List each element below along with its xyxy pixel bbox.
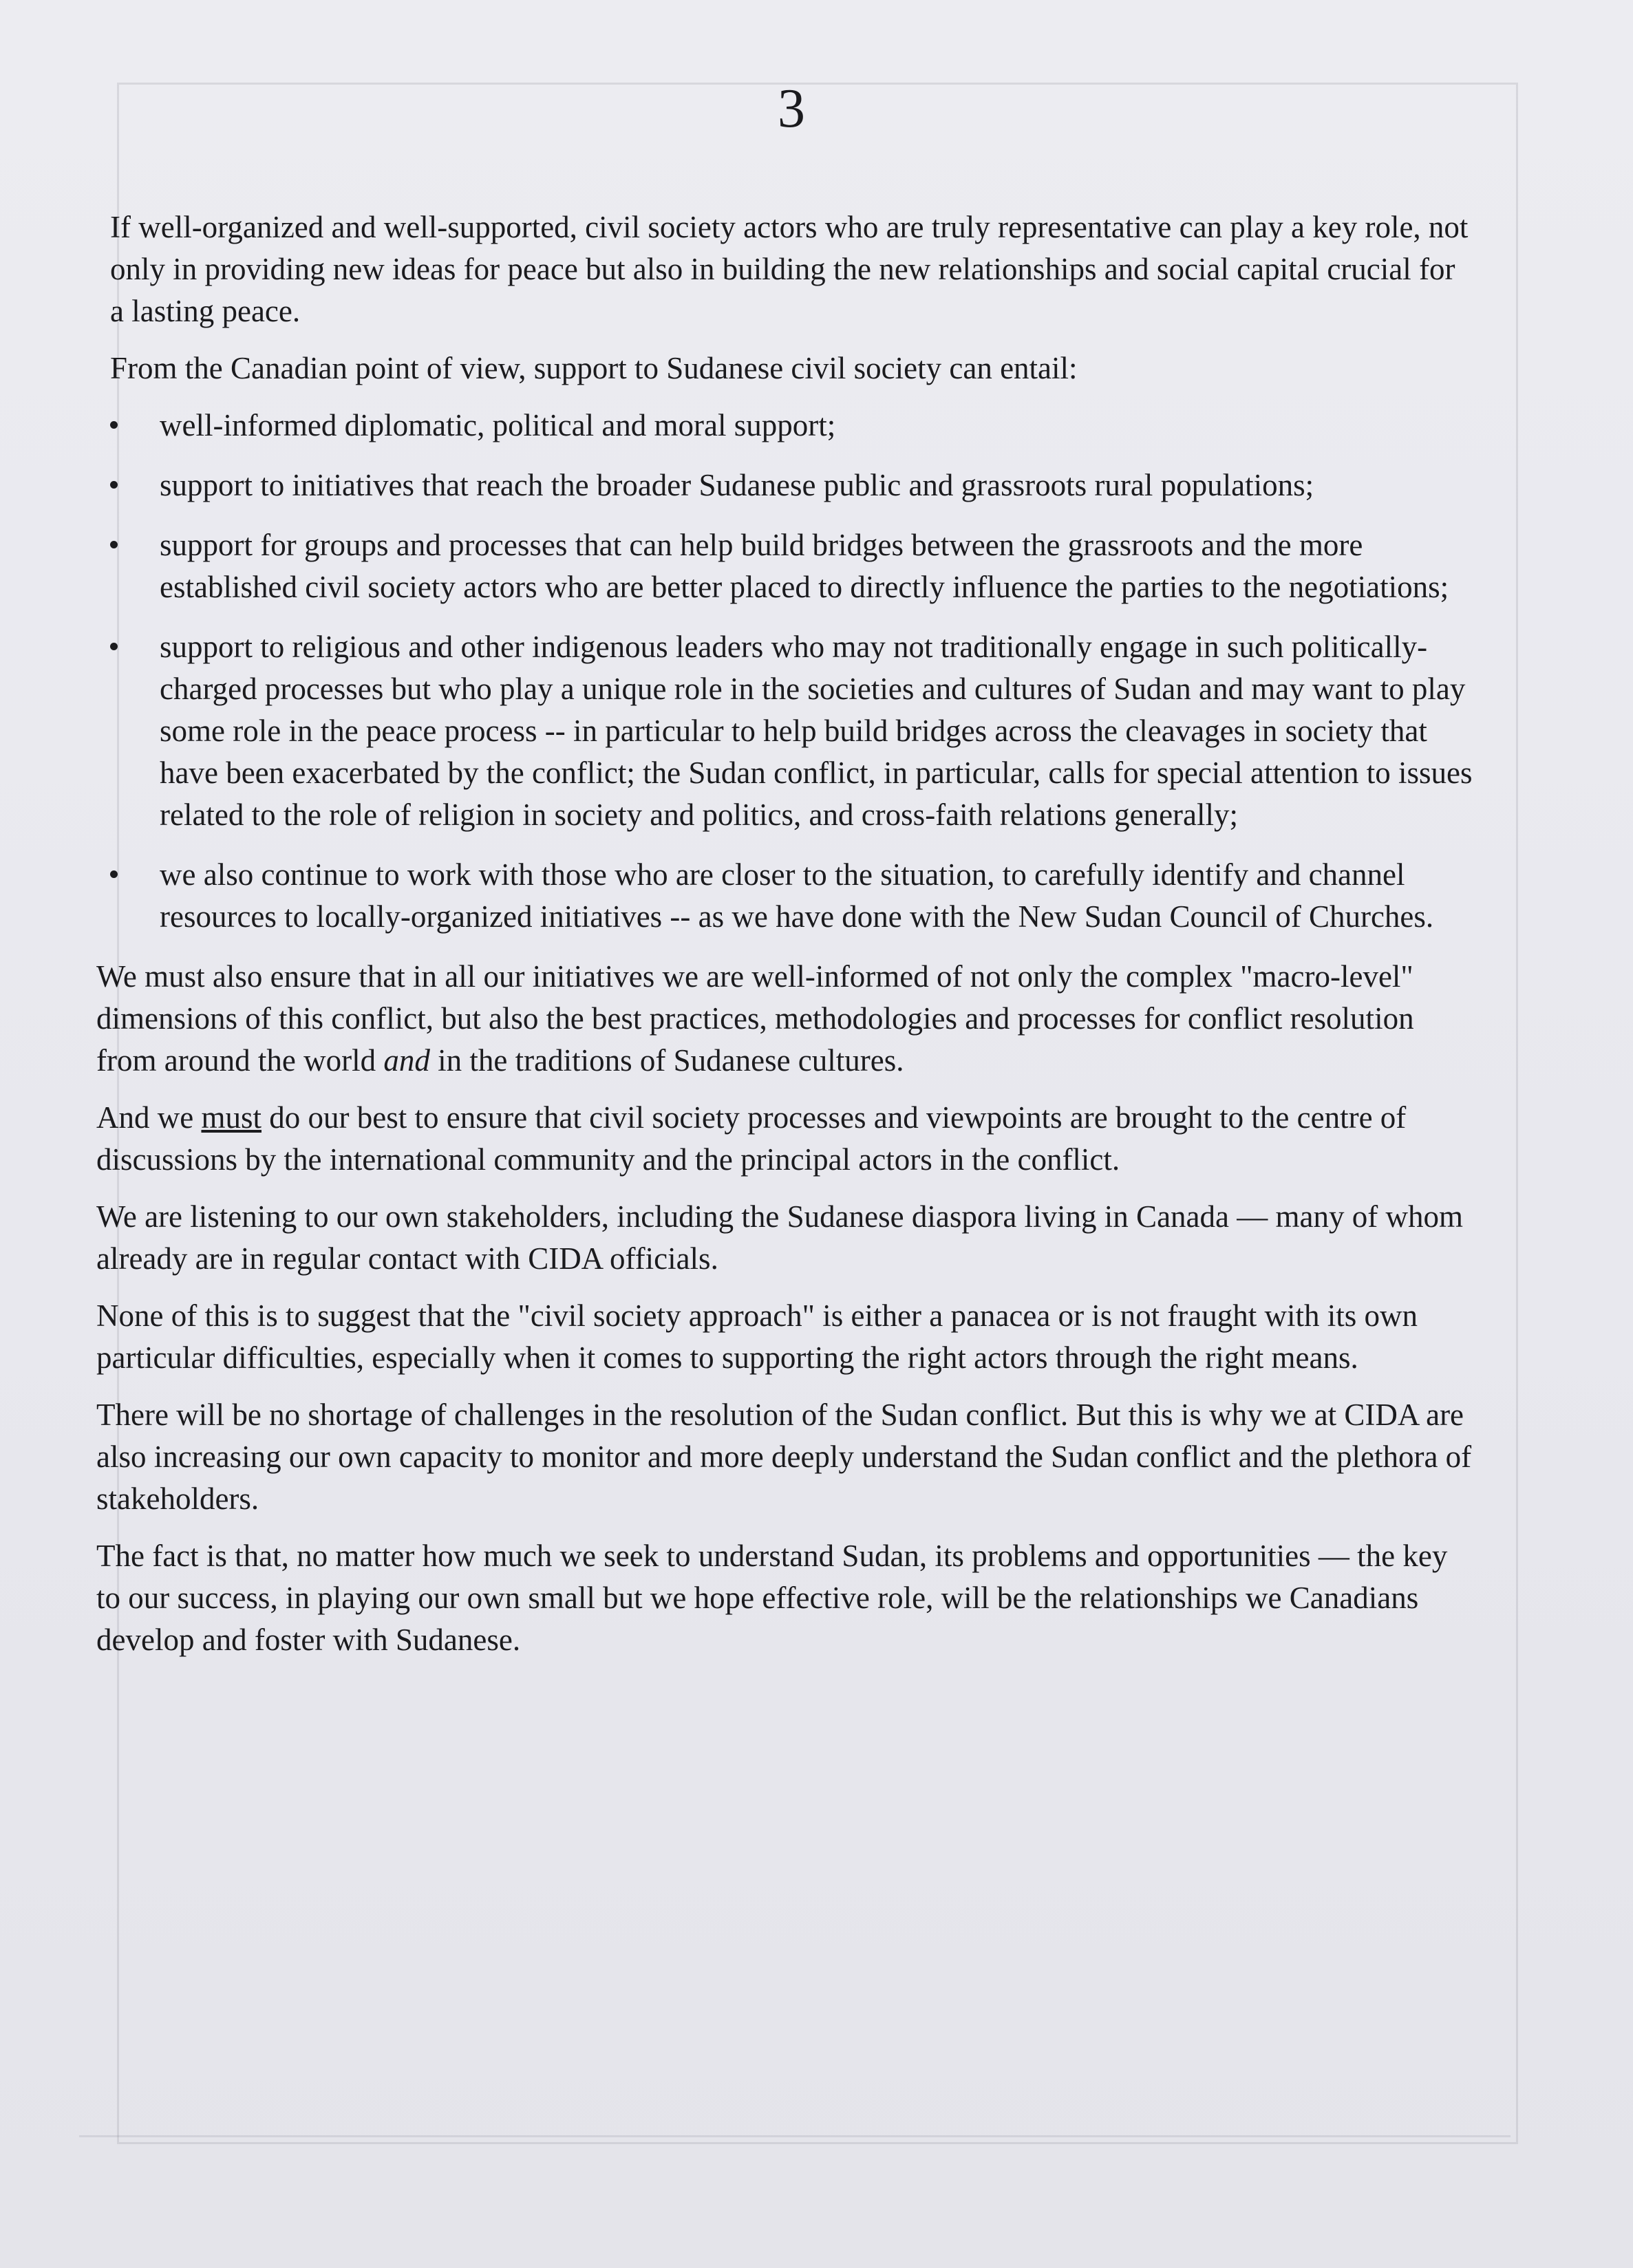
list-item	[110, 524, 1473, 608]
list-item-text: well-informed diplomatic, political and moral support;	[160, 408, 836, 442]
list-item	[110, 854, 1473, 938]
paragraph-must-do-best	[96, 1097, 1473, 1181]
text-run: in the traditions of Sudanese cultures.	[429, 1043, 904, 1078]
page-number: 3	[778, 78, 805, 139]
underlined-text: must	[201, 1100, 262, 1135]
bullet-icon	[110, 481, 118, 489]
bullet-icon	[110, 870, 118, 878]
paragraph-canadian-view: From the Canadian point of view, support to Sudanese civil society can entail:	[110, 351, 1078, 385]
paragraph-well-informed	[96, 956, 1473, 1082]
list-item-text: support for groups and processes that can help build bridges between the grassroots and the more established civil society actors who are better placed to directly influence the parties to the negotiations;	[160, 528, 1449, 604]
support-list	[89, 405, 1473, 938]
bleed-through-line	[79, 2061, 1511, 2137]
list-item-text: support to religious and other indigenous leaders who may not traditionally engage in such politically-charged processes but who play a unique role in the societies and cultures of Sudan and may want to play some role in the peace process -- in particular to help build bridges across the cleavages in society that have been exacerbated by the conflict; the Sudan conflict, in particular, calls for special attention to issues related to the role of religion in society and politics, and cross-faith relations generally;	[160, 630, 1473, 832]
bullet-icon	[110, 541, 118, 548]
paragraph-challenges: There will be no shortage of challenges in the resolution of the Sudan conflict. But this is why we at CIDA are also increasing our own capacity to monitor and more deeply understand the Sudan conflict and the plethora of stakeholders.	[96, 1398, 1472, 1516]
list-item	[110, 405, 1473, 447]
paragraph-stakeholders: We are listening to our own stakeholders, including the Sudanese diaspora living in Canada — many of whom already are in regular contact with CIDA officials.	[96, 1199, 1463, 1276]
bullet-icon	[110, 421, 118, 429]
paragraph-relationships: The fact is that, no matter how much we seek to understand Sudan, its problems and opportunities — the key to our success, in playing our own small but we hope effective role, will be the relationships we Canadians develop and foster with Sudanese.	[96, 1539, 1448, 1657]
text-run: And we	[96, 1100, 202, 1135]
text-run: do our best to ensure that civil society processes and viewpoints are brought to the centre of discussions by the international community and the principal actors in the conflict.	[96, 1100, 1407, 1177]
list-item	[110, 626, 1473, 836]
bullet-icon	[110, 643, 118, 650]
paragraph-civil-society-role: If well-organized and well-supported, civil society actors who are truly representative can play a key role, not only in providing new ideas for peace but also in building the new relationships and social capital crucial for a lasting peace.	[110, 210, 1469, 328]
list-item	[110, 464, 1473, 506]
document-body	[89, 206, 1473, 1676]
text-run: We must also ensure that in all our initiatives we are well-informed of not only the complex "macro-level" dimensions of this conflict, but also the best practices, methodologies and processes for conflict resolution from around the world	[96, 959, 1414, 1078]
paragraph-civil-society-approach: None of this is to suggest that the "civil society approach" is either a panacea or is not fraught with its own particular difficulties, especially when it comes to supporting the right actors through the right means.	[96, 1298, 1418, 1375]
emphasis-text: and	[383, 1043, 430, 1078]
list-item-text: support to initiatives that reach the broader Sudanese public and grassroots rural populations;	[160, 468, 1314, 502]
list-item-text: we also continue to work with those who are closer to the situation, to carefully identify and channel resources to locally-organized initiatives -- as we have done with the New Sudan Council of Churches.	[160, 857, 1434, 934]
